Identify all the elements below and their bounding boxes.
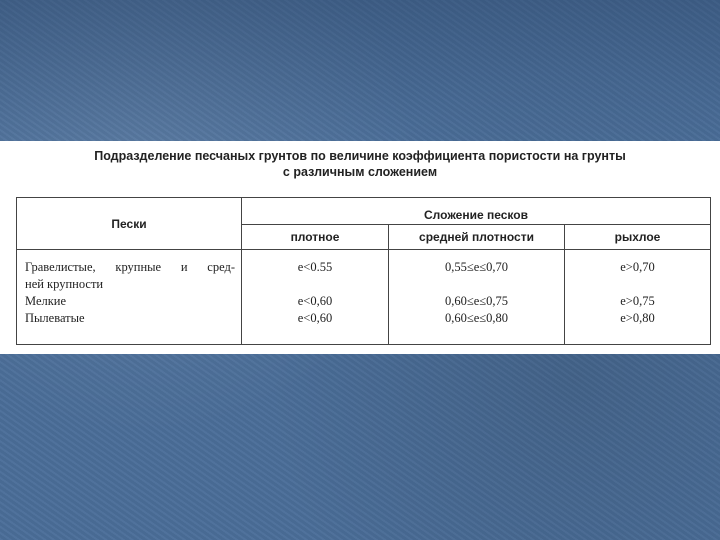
- loose-values-cell: [565, 250, 711, 345]
- medium-value-fine: 0,60≤e≤0,75: [444, 294, 509, 308]
- header-dense: плотное: [242, 225, 389, 250]
- dense-values-cell: [242, 250, 389, 345]
- document-title-line-2: с различным сложением: [282, 165, 438, 179]
- dense-value-fine: e<0,60: [297, 294, 333, 308]
- dense-value-gravelly: e<0.55: [297, 260, 333, 274]
- sand-type-silty: Пылеватые: [25, 311, 85, 325]
- dense-value-silty: e<0,60: [297, 311, 333, 325]
- header-medium-density: средней плотности: [389, 225, 565, 250]
- slide-background-band: [0, 0, 720, 140]
- loose-value-silty: e>0,80: [620, 311, 655, 325]
- table-header-row: [17, 198, 711, 225]
- loose-value-gravelly: e>0,70: [620, 260, 655, 274]
- sand-types-cell: [17, 250, 242, 345]
- document-title: [0, 148, 720, 180]
- header-loose: рыхлое: [565, 225, 711, 250]
- sand-type-fine: Мелкие: [25, 294, 67, 308]
- sand-classification-table: [16, 197, 711, 345]
- sand-type-gravelly: Гравелистые, крупные и сред-: [25, 260, 235, 274]
- medium-value-gravelly: 0,55≤e≤0,70: [444, 260, 509, 274]
- header-sand-composition: Сложение песков: [242, 198, 711, 225]
- loose-value-fine: e>0,75: [620, 294, 655, 308]
- medium-value-silty: 0,60≤e≤0,80: [444, 311, 509, 325]
- header-sands: Пески: [17, 198, 242, 250]
- sand-type-gravelly-cont: ней крупности: [25, 277, 104, 291]
- table-body-row: [17, 250, 711, 345]
- medium-values-cell: [389, 250, 565, 345]
- document-title-line-1: Подразделение песчаных грунтов по величине коэффициента пористости на грунты: [94, 149, 626, 163]
